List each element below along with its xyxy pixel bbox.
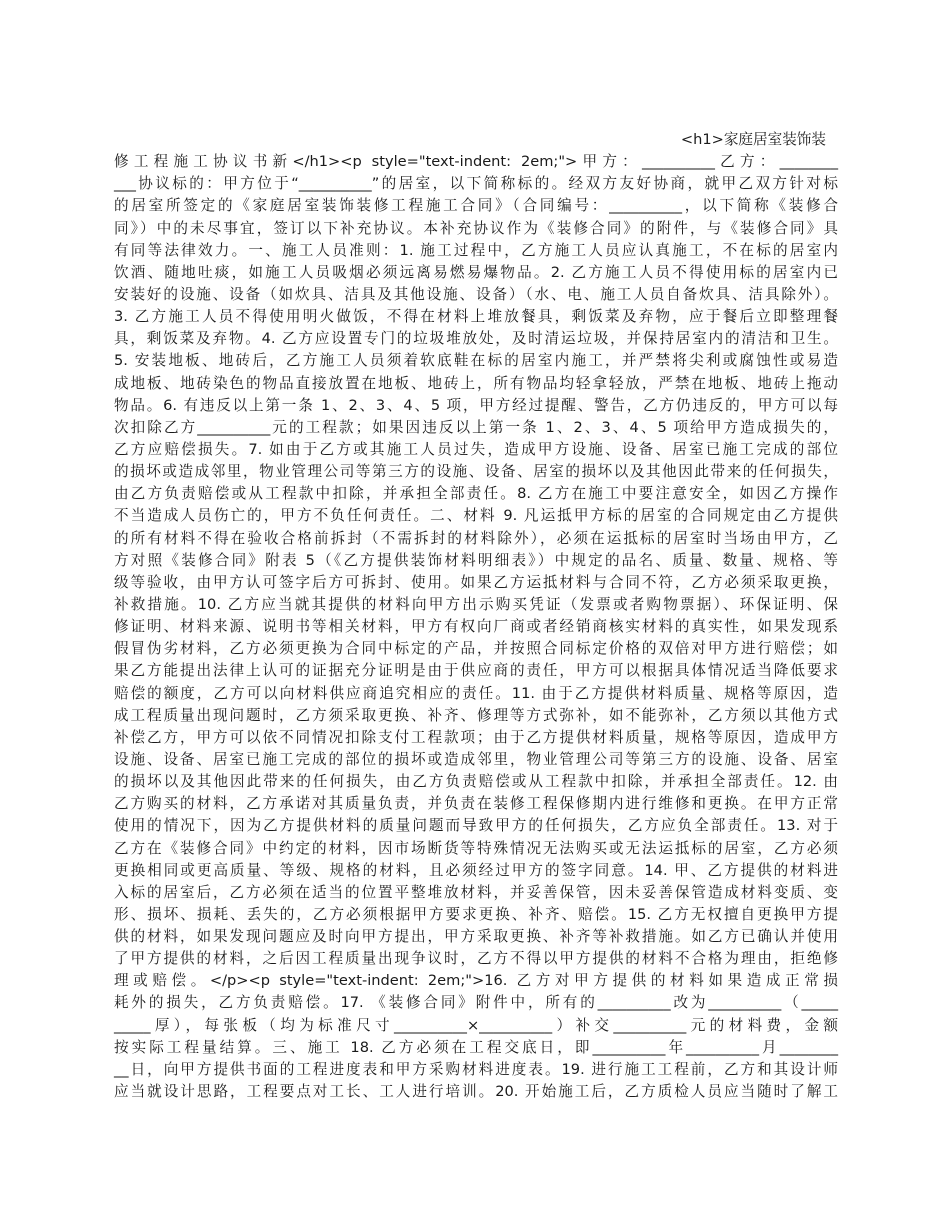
text-line: 的损坏以及其他因此带来的任何损失，由乙方负责赔偿或从工程款中扣除，并承担全部责任。12. 由 bbox=[114, 773, 838, 791]
text-line: _____厚），每张板（均为标准尺寸__________×__________）补交__________元的材料费，金额 bbox=[114, 1016, 838, 1034]
text-line: 同》）中的未尽事宜，签订以下补充协议。本补充协议作为《装修合同》的附件，与《装修合同》具 bbox=[114, 219, 838, 237]
text-line: 具，剩饭菜及弃物。4. 乙方应设置专门的垃圾堆放处，及时清运垃圾，并保持居室内的清洁和卫生。 bbox=[114, 330, 838, 348]
document-body bbox=[114, 129, 838, 1103]
text-line: 饮酒、随地吐痰，如施工人员吸烟必须远离易燃易爆物品。2. 乙方施工人员不得使用标的居室内已 bbox=[114, 263, 838, 281]
text-line: 由乙方负责赔偿或从工程款中扣除，并承担全部责任。8. 乙方在施工中要注意安全，如因乙方操作 bbox=[114, 485, 838, 503]
text-line: 修证明、材料来源、说明书等相关材料，甲方有权向厂商或者经销商核实材料的真实性，如果发现系 bbox=[114, 618, 838, 636]
text-line: 形、损坏、损耗、丢失的，乙方必须根据甲方要求更换、补齐、赔偿。15. 乙方无权擅自更换甲方提 bbox=[114, 905, 838, 923]
text-line: <h1>家庭居室装饰装 bbox=[680, 131, 826, 148]
text-line: 乙方在《装修合同》中约定的材料，因市场断货等特殊情况无法购买或无法运抵标的居室，乙方必须 bbox=[114, 839, 838, 857]
text-line: 了甲方提供的材料，之后因工程质量出现争议时，乙方不得以甲方提供的材料不合格为理由，拒绝修 bbox=[114, 950, 838, 968]
text-line: 补偿乙方，甲方可以依不同情况扣除支付工程款项；由于乙方提供材料质量，规格等原因，造成甲方 bbox=[114, 728, 838, 746]
text-line: 的损坏或造成邻里，物业管理公司等第三方的设施、设备、居室的损坏以及其他因此带来的任何损失， bbox=[114, 463, 838, 481]
text-line: 乙方应赔偿损失。7. 如由于乙方或其施工人员过失，造成甲方设施、设备、居室已施工完成的部位 bbox=[114, 440, 838, 458]
text-line: 物品。6. 有违反以上第一条 1、2、3、4、5 项，甲方经过提醒、警告，乙方仍违反的，甲方可以每 bbox=[114, 396, 838, 414]
text-line: 入标的居室后，乙方必须在适当的位置平整堆放材料，并妥善保管，因未妥善保管造成材料变质、变 bbox=[114, 883, 838, 901]
text-line: 果乙方能提出法律上认可的证据充分证明是由于供应商的责任，甲方可以根据具体情况适当降低要求 bbox=[114, 662, 838, 680]
text-line: 成地板、地砖染色的物品直接放置在地板、地砖上，所有物品均轻拿轻放，严禁在地板、地砖上拖动 bbox=[114, 374, 838, 392]
text-line: 成工程质量出现问题时，乙方须采取更换、补齐、修理等方式弥补，如不能弥补，乙方须以其他方式 bbox=[114, 706, 838, 724]
text-line: 乙方购买的材料，乙方承诺对其质量负责，并负责在装修工程保修期内进行维修和更换。在甲方正常 bbox=[114, 795, 838, 813]
text-line: 理或赔偿。</p><p style="text-indent: 2em;">16. 乙方对甲方提供的材料如果造成正常损 bbox=[114, 972, 838, 990]
text-line: 次扣除乙方__________元的工程款；如果因违反以上第一条 1、2、3、4、5 项给甲方造成损失的， bbox=[114, 418, 838, 436]
text-line: 赔偿的额度，乙方可以向材料供应商追究相应的责任。11. 由于乙方提供材料质量、规格等原因，造 bbox=[114, 684, 838, 702]
text-line: 使用的情况下，因为乙方提供材料的质量问题而导致甲方的任何损失，乙方应负全部责任。13. 对于 bbox=[114, 817, 838, 835]
text-line: ___协议标的：甲方位于“__________”的居室，以下简称标的。经双方友好协商，就甲乙双方针对标 bbox=[114, 175, 838, 193]
text-line: 设施、设备、居室已施工完成的部位的损坏或造成邻里，物业管理公司等第三方的设施、设备、居室 bbox=[114, 750, 838, 768]
text-line: 的居室所签定的《家庭居室装饰装修工程施工合同》（合同编号：__________，以下简称《装修合 bbox=[114, 197, 838, 215]
text-line: 3. 乙方施工人员不得使用明火做饭，不得在材料上堆放餐具，剩饭菜及弃物，应于餐后立即整理餐 bbox=[114, 308, 838, 326]
text-line: 安装好的设施、设备（如炊具、洁具及其他设施、设备）（水、电、施工人员自备炊具、洁具除外）。 bbox=[114, 285, 838, 303]
text-line: 假冒伪劣材料，乙方必须更换为合同中标定的产品，并按照合同标定价格的双倍对甲方进行赔偿；如 bbox=[114, 640, 838, 658]
text-line: 供的材料，如果发现问题应及时向甲方提出，甲方采取更换、补齐等补救措施。如乙方已确认并使用 bbox=[114, 928, 838, 946]
text-line: __日，向甲方提供书面的工程进度表和甲方采购材料进度表。19. 进行施工工程前，乙方和其设计师 bbox=[114, 1060, 838, 1078]
text-line: 5. 安装地板、地砖后，乙方施工人员须着软底鞋在标的居室内施工，并严禁将尖利或腐蚀性或易造 bbox=[114, 352, 838, 370]
text-line: 按实际工程量结算。三、施工 18. 乙方必须在工程交底日，即__________年__________月________ bbox=[114, 1038, 838, 1056]
text-line: 级等验收，由甲方认可签字后方可拆封、使用。如果乙方运抵材料与合同不符，乙方必须采取更换， bbox=[114, 573, 838, 591]
text-line: 耗外的损失，乙方负责赔偿。17. 《装修合同》附件中，所有的__________改为__________（_____ bbox=[114, 994, 838, 1012]
text-line: 的所有材料不得在验收合格前拆封（不需拆封的材料除外），必须在运抵标的居室时当场由甲方，乙 bbox=[114, 529, 838, 547]
text-line: 不当造成人员伤亡的，甲方不负任何责任。二、材料 9. 凡运抵甲方标的居室的合同规定由乙方提供 bbox=[114, 507, 838, 525]
text-line: 修工程施工协议书新</h1><p style="text-indent: 2em;">甲方：__________乙方：________ bbox=[114, 153, 838, 171]
text-line: 应当就设计思路，工程要点对工长、工人进行培训。20. 开始施工后，乙方质检人员应当随时了解工 bbox=[114, 1083, 838, 1101]
text-line: 补救措施。10. 乙方应当就其提供的材料向甲方出示购买凭证（发票或者购物票据）、环保证明、保 bbox=[114, 595, 838, 613]
text-line: 方对照《装修合同》附表 5（《乙方提供装饰材料明细表》）中规定的品名、质量、数量、规格、等 bbox=[114, 551, 838, 569]
text-line: 有同等法律效力。一、施工人员准则：1. 施工过程中，乙方施工人员应认真施工，不在标的居室内 bbox=[114, 241, 838, 259]
text-line: 更换相同或更高质量、等级、规格的材料，且必须经过甲方的签字同意。14. 甲、乙方提供的材料进 bbox=[114, 861, 838, 879]
